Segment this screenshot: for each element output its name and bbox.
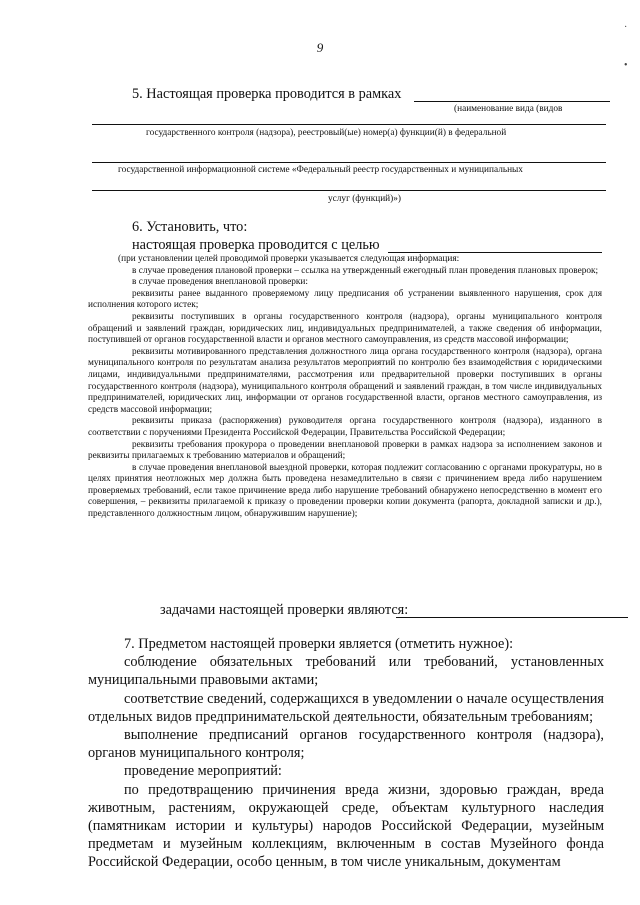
note-motivated-submission: реквизиты мотивированного представления должностного лица органа государственного контроля (надзора), органа муниципального контроля по результатам анализа результатов мероприятий по контролю без взаимодействия с юридическими лицами, индивидуальными предпринимателями, рассмотрения или предварительной проверки поступивших в органы государственного контроля (надзора), муниципального контроля обращений и заявлений граждан, в том числе индивидуальных предпринимателей, юридических лиц, информации от органов государственной власти, органов местного самоуправления, из средств массовой информации; [88, 346, 602, 415]
item7-option-prescriptions: выполнение предписаний органов государственного контроля (надзора), органов муниципального контроля; [88, 727, 604, 762]
item5-caption-4: услуг (функций)») [328, 194, 401, 204]
item7-section [88, 635, 604, 872]
corner-mark-bottom: • [624, 60, 628, 71]
item5-fill-line-3 [92, 162, 606, 163]
item7-measures-prevention: по предотвращению причинения вреда жизни, здоровью граждан, вреда животным, растениям, окружающей среде, объектам культурного наследия (памятникам истории и культуры) народов Российской Федерации, музейным предметам и музейным коллекциям, включенным в состав Музейного фонда Российской Федерации, особо ценным, в том числе уникальным, документам [88, 781, 604, 871]
item6-heading: 6. Установить, что: [132, 219, 248, 235]
corner-mark-top: · [624, 22, 628, 33]
page-number: 9 [316, 40, 324, 55]
item6-tasks-fill-line [396, 617, 628, 618]
note-intro: (при установлении целей проводимой проверки указывается следующая информация: [118, 254, 460, 264]
item5-lead: 5. Настоящая проверка проводится в рамках [132, 86, 402, 102]
item5-fill-line-2 [92, 124, 606, 125]
item5-caption-2: государственного контроля (надзора), реестровый(ые) номер(а) функции(й) в федеральной [146, 128, 507, 138]
note-prescription: реквизиты ранее выданного проверяемому лицу предписания об устранении выявленного нарушения, срок для исполнения которого истек; [88, 288, 602, 311]
item7-option-notification: соответствие сведений, содержащихся в уведомлении о начале осуществления отдельных видов предпринимательской деятельности, обязательным требованиям; [88, 690, 604, 725]
item7-option-measures: проведение мероприятий: [124, 763, 282, 780]
item5-fill-line-1 [414, 101, 610, 102]
item7-heading: 7. Предметом настоящей проверки является (отметить нужное): [124, 636, 514, 652]
item6-purpose-fill-line [388, 252, 602, 253]
note-onsite-unplanned: в случае проведения внеплановой выездной проверки, которая подлежит согласованию с органами прокуратуры, но в целях принятия неотложных мер должна быть проведена незамедлительно в связи с причинением вреда либо нарушением проверяемых требований, если такое причинение вреда либо нарушение требований обнаружено непосредственно в момент его совершения, – реквизиты прилагаемой к приказу о проведении проверки копии документа (рапорта, докладной записки и др.), представленного должностным лицом, обнаружившим нарушение); [88, 462, 602, 520]
item5-caption-1: (наименование вида (видов [454, 104, 563, 114]
note-appeals: реквизиты поступивших в органы государственного контроля (надзора), органы муниципального контроля обращений и заявлений граждан, юридических лиц, индивидуальных предпринимателей, а также сведения об информации, поступившей от органов государственной власти и органов местного самоуправления, из средств массовой информации; [88, 311, 602, 346]
item5-fill-line-4 [92, 190, 606, 191]
note-prosecutor: реквизиты требования прокурора о проведении внеплановой проверки в рамках надзора за исполнением законов и реквизиты прилагаемых к требованию материалов и обращений; [88, 439, 602, 462]
item6-purpose-lead: настоящая проверка проводится с целью [132, 237, 380, 253]
item7-option-compliance: соблюдение обязательных требований или требований, установленных муниципальными правовыми актами; [88, 654, 604, 689]
item5-caption-3: государственной информационной системе «Федеральный реестр государственных и муниципальных [118, 165, 523, 175]
note-order: реквизиты приказа (распоряжения) руководителя органа государственного контроля (надзора), изданного в соответствии с поручениями Президента Российской Федерации, Правительства Российской Федерации; [88, 416, 602, 438]
item6-tasks-lead: задачами настоящей проверки являются: [160, 602, 409, 618]
item6-notes [88, 254, 602, 521]
note-planned: в случае проведения плановой проверки – ссылка на утвержденный ежегодный план проведения плановых проверок; [132, 265, 599, 276]
note-unplanned: в случае проведения внеплановой проверки: [132, 277, 308, 288]
